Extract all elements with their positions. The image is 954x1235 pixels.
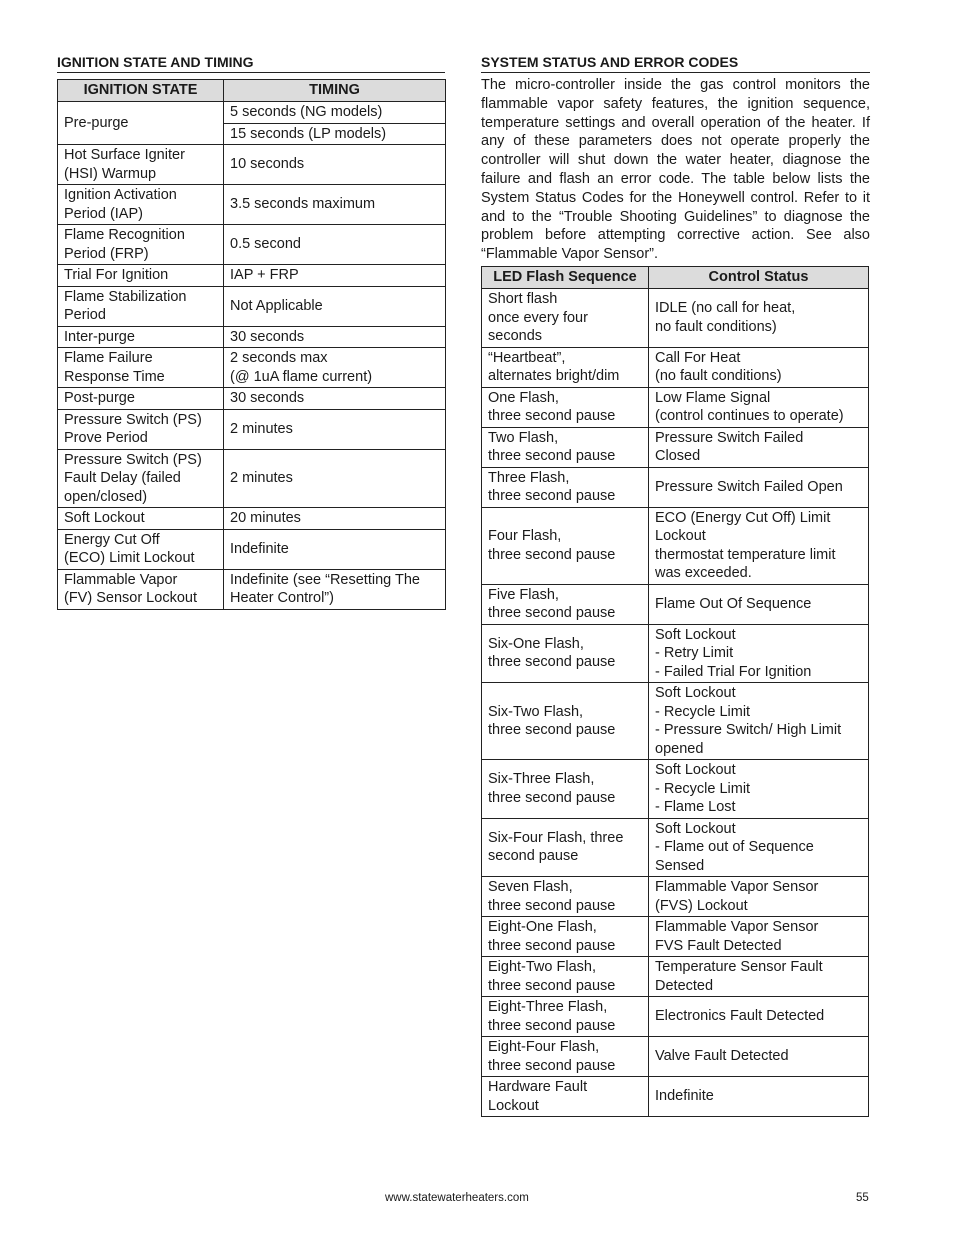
table-row [58,265,446,287]
ignition-state-cell: Flame Recognition Period (FRP) [58,225,224,265]
page-number: 55 [856,1192,869,1204]
column-header-led-flash-sequence: LED Flash Sequence [482,267,649,289]
control-status-cell: Electronics Fault Detected [649,997,869,1037]
ignition-state-cell: Trial For Ignition [58,265,224,287]
timing-cell: Indefinite [224,529,446,569]
table-row [482,427,869,467]
ignition-section-title: IGNITION STATE AND TIMING [57,54,445,73]
led-flash-sequence-cell: Six-Two Flash, three second pause [482,683,649,760]
control-status-cell: Pressure Switch Failed Closed [649,427,869,467]
timing-cell: Not Applicable [224,286,446,326]
led-flash-sequence-cell: Eight-Three Flash, three second pause [482,997,649,1037]
timing-cell: 5 seconds (NG models) [224,102,446,124]
timing-cell: 20 minutes [224,508,446,530]
system-section-title: SYSTEM STATUS AND ERROR CODES [481,54,870,73]
table-row [58,348,446,388]
control-status-cell: Soft Lockout - Flame out of Sequence Sensed [649,818,869,877]
system-intro-paragraph: The micro-controller inside the gas control monitors the flammable vapor safety features, the ignition sequence, temperature settings and overall operation of the heater. If any of these parameters does not operate properly the controller will shut down the water heater, diagnose the failure and flash an error code. The table below lists the System Status Codes for the Honeywell control. Refer to it and to the “Trouble Shooting Guidelines” to diagnose the problem before attempting corrective action. See also “Flammable Vapor Sensor”. [481,77,870,263]
table-row [482,289,869,348]
ignition-state-cell: Flame Stabilization Period [58,286,224,326]
table-header-row [482,267,869,289]
table-row [58,508,446,530]
led-flash-sequence-cell: Short flash once every four seconds [482,289,649,348]
led-flash-sequence-cell: Five Flash, three second pause [482,584,649,624]
control-status-cell: Indefinite [649,1077,869,1117]
table-row [482,1037,869,1077]
table-row [58,286,446,326]
ignition-timing-table [57,79,446,610]
table-row [482,760,869,819]
timing-cell: 30 seconds [224,326,446,348]
control-status-cell: Soft Lockout - Retry Limit - Failed Trial For Ignition [649,624,869,683]
led-flash-sequence-cell: Two Flash, three second pause [482,427,649,467]
led-flash-sequence-cell: Six-One Flash, three second pause [482,624,649,683]
control-status-cell: Flammable Vapor Sensor (FVS) Lockout [649,877,869,917]
ignition-state-cell: Flammable Vapor (FV) Sensor Lockout [58,569,224,609]
ignition-state-cell: Pressure Switch (PS) Fault Delay (failed open/closed) [58,449,224,508]
table-row [58,185,446,225]
table-row [482,683,869,760]
control-status-cell: Temperature Sensor Fault Detected [649,957,869,997]
table-row [482,624,869,683]
led-flash-sequence-cell: Six-Three Flash, three second pause [482,760,649,819]
timing-cell: 3.5 seconds maximum [224,185,446,225]
control-status-cell: ECO (Energy Cut Off) Limit Lockout thermostat temperature limit was exceeded. [649,507,869,584]
table-row [58,569,446,609]
ignition-state-cell: Pressure Switch (PS) Prove Period [58,409,224,449]
table-row [58,225,446,265]
control-status-cell: IDLE (no call for heat, no fault conditions) [649,289,869,348]
ignition-state-cell: Hot Surface Igniter (HSI) Warmup [58,145,224,185]
led-flash-sequence-cell: Eight-One Flash, three second pause [482,917,649,957]
control-status-cell: Low Flame Signal (control continues to operate) [649,387,869,427]
timing-cell: 30 seconds [224,388,446,410]
table-row [482,584,869,624]
control-status-cell: Call For Heat (no fault conditions) [649,347,869,387]
table-row [482,957,869,997]
ignition-state-cell: Inter-purge [58,326,224,348]
table-row [482,507,869,584]
led-flash-sequence-cell: Eight-Two Flash, three second pause [482,957,649,997]
table-row [58,102,446,124]
ignition-state-cell: Ignition Activation Period (IAP) [58,185,224,225]
ignition-state-cell: Energy Cut Off (ECO) Limit Lockout [58,529,224,569]
timing-cell: 10 seconds [224,145,446,185]
led-flash-sequence-cell: Six-Four Flash, three second pause [482,818,649,877]
timing-cell: IAP + FRP [224,265,446,287]
table-row [482,997,869,1037]
timing-cell: 15 seconds (LP models) [224,123,446,145]
led-flash-sequence-cell: One Flash, three second pause [482,387,649,427]
timing-cell: 2 seconds max (@ 1uA flame current) [224,348,446,388]
ignition-state-cell: Flame Failure Response Time [58,348,224,388]
table-row [482,467,869,507]
table-row [482,877,869,917]
column-header-control-status: Control Status [649,267,869,289]
table-header-row [58,80,446,102]
ignition-state-cell: Post-purge [58,388,224,410]
table-row [58,388,446,410]
ignition-state-cell: Soft Lockout [58,508,224,530]
table-row [482,818,869,877]
table-row [482,1077,869,1117]
table-row [58,529,446,569]
control-status-cell: Pressure Switch Failed Open [649,467,869,507]
table-row [58,449,446,508]
ignition-state-cell: Pre-purge [58,102,224,145]
timing-cell: 2 minutes [224,449,446,508]
table-row [58,326,446,348]
column-header-timing: TIMING [224,80,446,102]
timing-cell: Indefinite (see “Resetting The Heater Control”) [224,569,446,609]
timing-cell: 0.5 second [224,225,446,265]
table-row [58,409,446,449]
control-status-cell: Soft Lockout - Recycle Limit - Flame Lost [649,760,869,819]
table-row [482,387,869,427]
led-flash-sequence-cell: “Heartbeat”, alternates bright/dim [482,347,649,387]
led-flash-sequence-cell: Four Flash, three second pause [482,507,649,584]
led-flash-sequence-cell: Eight-Four Flash, three second pause [482,1037,649,1077]
control-status-cell: Flame Out Of Sequence [649,584,869,624]
control-status-cell: Valve Fault Detected [649,1037,869,1077]
column-header-ignition-state: IGNITION STATE [58,80,224,102]
table-row [482,347,869,387]
footer-url: www.statewaterheaters.com [385,1192,529,1204]
led-flash-sequence-cell: Three Flash, three second pause [482,467,649,507]
table-row [482,917,869,957]
table-row [58,145,446,185]
led-flash-sequence-cell: Hardware Fault Lockout [482,1077,649,1117]
control-status-cell: Soft Lockout - Recycle Limit - Pressure Switch/ High Limit opened [649,683,869,760]
led-flash-sequence-cell: Seven Flash, three second pause [482,877,649,917]
control-status-cell: Flammable Vapor Sensor FVS Fault Detected [649,917,869,957]
system-status-table [481,266,869,1117]
timing-cell: 2 minutes [224,409,446,449]
